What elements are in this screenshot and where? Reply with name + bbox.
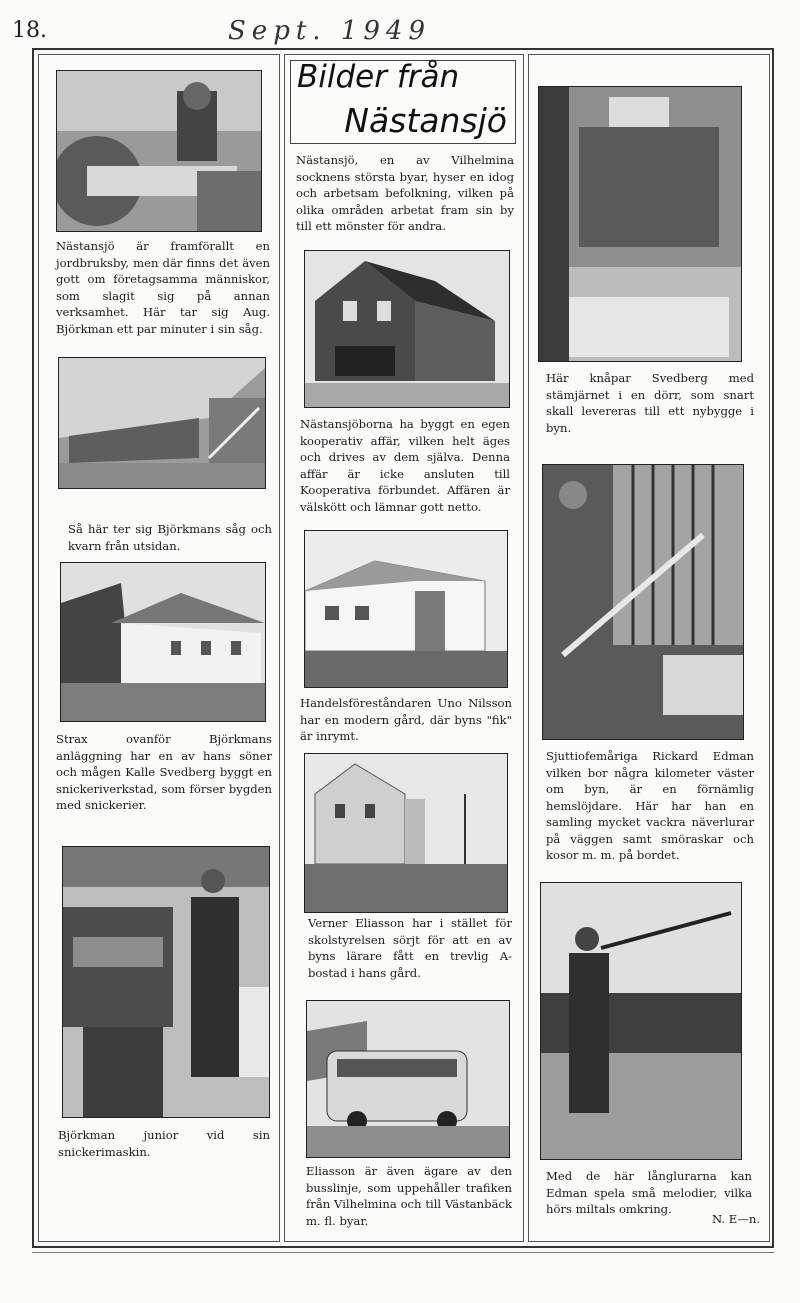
caption-coop: Nästansjöborna ha byggt en egen kooperativ affär, vilken helt äges och drives av dem själva. Denna affär är icke ansluten till Kooperativa förbundet. Affären är välskött och lämnar gott netto. [300, 417, 510, 514]
photo-edman-lur [540, 882, 742, 1160]
caption-nilsson: Handelsföreståndaren Uno Nilsson har en modern gård, där byns "fik" är inrymt. [300, 696, 512, 743]
caption-junior: Björkman junior vid sin snickerimaskin. [58, 1128, 270, 1159]
caption-bus: Eliasson är även ägare av den busslinje, som uppehåller trafiken från Vilhelmina och till Västanbäck m. fl. byar. [306, 1164, 512, 1228]
signature: N. E—n. [712, 1212, 760, 1226]
caption-mill-exterior: Så här ter sig Björkmans såg och kvarn från utsidan. [68, 522, 272, 553]
photo-mill-exterior [58, 357, 266, 489]
headline-line2: Nästansjö [344, 101, 507, 140]
caption-eliasson-house: Verner Eliasson har i stället för skolstyrelsen sörjt för att en av byns lärare fått en trevlig A-bostad i hans gård. [308, 916, 512, 980]
article-intro: Nästansjö, en av Vilhelmina socknens största byar, hyser en idog och arbetsam befolkning, vilken på olika områden arbetat fram sin by till ett mönster för andra. [296, 153, 514, 233]
caption-sawmill: Nästansjö är framförallt en jordbruksby, men där finns det även gott om företagsamma människor, som slagit sig på annan verksamhet. Här tar sig Aug. Björkman ett par minuter i sin såg. [56, 239, 270, 336]
photo-coop-store [304, 250, 510, 408]
caption-svedberg: Här knåpar Svedberg med stämjärnet i en dörr, som snart skall levereras till ett nybygge i byn. [546, 371, 754, 435]
photo-eliasson-house [304, 753, 508, 913]
caption-edman: Sjuttiofemåriga Rickard Edman vilken bor några kilometer väster om byn, är en förnämlig hemslöjdare. Här har han en samling mycket vackra näverlurar på väggen samt smöraskar och kosor m. m. på bordet. [546, 749, 754, 862]
photo-nilsson-house [304, 530, 508, 688]
photo-edman-workshop [542, 464, 744, 740]
page-number: 18. [12, 18, 47, 43]
caption-workshop: Strax ovanför Björkmans anläggning har en av hans söner och mågen Kalle Svedberg byggt en snickeriverkstad, som förser bygden med snickerier. [56, 732, 272, 812]
photo-workshop [60, 562, 266, 722]
photo-junior-machine [62, 846, 270, 1118]
headline-box [290, 60, 516, 144]
headline-line1: Bilder från [297, 59, 460, 95]
photo-sawmill [56, 70, 262, 232]
caption-lur: Med de här långlurarna kan Edman spela små melodier, vilka hörs miltals omkring. [546, 1169, 752, 1216]
bottom-rule [32, 1252, 774, 1253]
photo-svedberg-chisel [538, 86, 742, 362]
handwritten-date: Sept. 1949 [228, 16, 431, 46]
photo-bus [306, 1000, 510, 1158]
